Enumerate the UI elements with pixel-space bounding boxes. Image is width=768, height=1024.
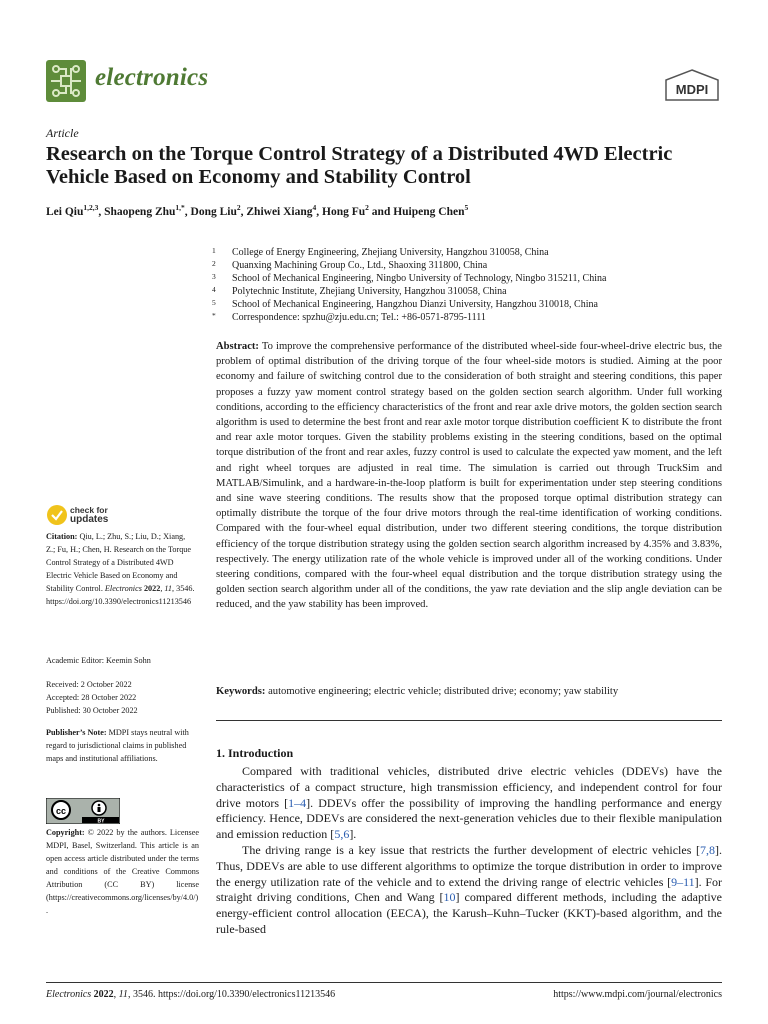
check-updates-line2: updates [70,514,109,525]
citation-link[interactable]: 5,6 [334,827,350,842]
citation-link[interactable]: 10 [443,890,456,905]
affiliation-item: 2 Quanxing Machining Group Co., Ltd., Shaoxing 311800, China [212,259,488,271]
author-name: Hong Fu [322,205,366,218]
keywords [216,686,722,697]
affiliation-item: 3 School of Mechanical Engineering, Ningbo University of Technology, Ningbo 315211, China [212,272,607,284]
author-name: Shaopeng Zhu [104,205,176,218]
author-name: Zhiwei Xiang [246,205,313,218]
footer-url-link[interactable]: https://www.mdpi.com/journal/electronics [553,989,722,1000]
abstract-text: To improve the comprehensive performance of the distributed wheel-side four-wheel-drive electric bus, the problem of optimal distribution of the driving torque of the four wheel-side motors is studied. Aiming at the poor economy and failure of switching control due to the consideration of both straight and steering conditions, this paper proposes a fuzzy yaw moment control strategy based on the golden section search algorithm. Under full working conditions, according to the efficiency characteristics of the front and rear axle drive motors, the golden section search algorithm is used to determine the best front and rear axle motor torque distribution coefficient K to distribute the front and rear axle motor torques. Given the stability problems existing in the steering conditions, based on the optimal torque distribution of the front and rear axles, fuzzy control is used to calculate the expected yaw moment, and the left and right wheel torques are adjusted in real time. The simulation is carried out through TruckSim and MATLAB/Simulink, and a hardware-in-the-loop platform is built for experimentation under step steering conditions and sine wave steering conditions. The results show that the proposed torque optimal distribution strategy can optimally distribute the torque of the four drive motors through the real-time identification of working conditions. Compared with the four-wheel equal distribution, under two different steering conditions, the torque distribution efficiency of the torque distribution strategy using the golden section search algorithm increased by 4.35% and 3.83%, respectively. The energy utilization rate of the whole vehicle is improved under all of the working conditions. Under steering conditions, compared with the four-wheel equal distribution and the torque distribution strategy using the golden section search algorithm under all of the conditions, the yaw rate deviation and the slip angle deviation can be reduced, and the yaw stability has been improved. [216,341,722,611]
received-date: Received: 2 October 2022 [46,680,132,689]
author-list: Lei Qiu$^{1,2,3}$, Shaopeng Zhu$^{1,*}$, Dong Liu$^2$, Zhiwei Xiang$^4$, Hong Fu$^2$ and Huipeng Chen$^5$ [46,203,469,218]
paragraph: Compared with traditional vehicles, distributed drive electric vehicles (DDEVs) have the characteristics of a compact structure, high transmission efficiency, and independent control for four drive motors [1–4]. DDEVs offer the possibility of improving the handling performance and energy efficiency. Hence, DDEVs are considered the next-generation vehicles due to their flexible manipulation and emission reduction [5,6]. [216,764,722,842]
affiliation-item: 5 School of Mechanical Engineering, Hangzhou Dianzi University, Hangzhou 310018, China [212,298,598,310]
paragraph: The driving range is a key issue that restricts the further development of electric vehicles [7,8]. Thus, DDEVs are able to use different algorithms to optimize the torque distribution in order to improve the energy utilization rate of the vehicle and to extend the driving range of electric vehicles [9–11]. For straight driving conditions, Chen and Wang [10] compared different methods, including the adaptive energy-efficient control allocation (EECA), the Karush–Kuhn–Tucker (KKT)-based algorithm, and the rule-based [216,842,722,936]
divider [216,720,722,721]
dates [46,678,138,717]
check-updates-icon [46,504,68,526]
abstract [216,339,722,613]
accepted-date: Accepted: 28 October 2022 [46,693,137,702]
footer-divider [46,982,722,983]
author-affiliation-marker: 2 [365,203,369,212]
svg-text:BY: BY [97,818,105,824]
journal-name: electronics [95,64,209,91]
affiliation-item: 4 Polytechnic Institute, Zhejiang University, Hangzhou 310058, China [212,285,507,297]
author-name: Huipeng Chen [393,205,465,218]
keywords-text: automotive engineering; electric vehicle; distributed drive; economy; yaw stability [268,686,619,697]
author-affiliation-marker: 1,2,3 [83,203,99,212]
citation: Citation: Qiu, L.; Zhu, S.; Liu, D.; Xiang, Z.; Fu, H.; Chen, H. Research on the Torque Control Strategy of a Distributed 4WD Electric Vehicle Based on Economy and Stability Control. Electronics 2022, 11, 3546. https://doi.org/10.3390/electronics11213546 [46,532,195,606]
publishers-note: Publisher’s Note: MDPI stays neutral with regard to jurisdictional claims in published maps and institutional affiliations. [46,728,189,763]
section-heading: 1. Introduction [216,746,294,760]
article-type: Article [46,126,79,140]
affiliations [212,246,722,324]
journal-logo-icon [46,60,86,102]
academic-editor: Academic Editor: Keemin Sohn [46,656,151,665]
published-date: Published: 30 October 2022 [46,706,138,715]
article-title: Research on the Torque Control Strategy of a Distributed 4WD Electric Vehicle Based on Economy and Stability Control [46,143,673,188]
author-name: Dong Liu [190,205,237,218]
abstract-label: Abstract: [216,341,259,352]
mdpi-logo-icon [664,68,720,102]
footer-citation: Electronics 2022, 11, 3546. https://doi.org/10.3390/electronics11213546 [46,989,336,1000]
check-for-updates-button[interactable] [46,504,126,530]
svg-text:MDPI: MDPI [675,82,709,97]
author-name: Lei Qiu [46,205,84,218]
cc-by-license-icon[interactable] [46,798,120,824]
affiliation-item: * Correspondence: spzhu@zju.edu.cn; Tel.: +86-0571-8795-1111 [212,311,486,323]
introduction-body [216,764,722,938]
author-affiliation-marker: 1,* [175,203,185,212]
author-affiliation-marker: 4 [312,203,317,212]
copyright: Copyright: © 2022 by the authors. Licensee MDPI, Basel, Switzerland. This article is an open access article distributed under the terms and conditions of the Creative Commons Attribution (CC BY) license (https://creativecommons.org/licenses/by/4.0/). [46,828,200,915]
author-affiliation-marker: 2 [236,203,241,212]
author-affiliation-marker: 5 [464,203,469,212]
citation-link[interactable]: 9–11 [671,874,695,889]
svg-text:cc: cc [55,806,67,816]
citation-link[interactable]: 7,8 [700,842,715,857]
citation-link[interactable]: 1–4 [288,795,307,810]
keywords-label: Keywords: [216,686,266,697]
check-updates-line1: check for [70,505,108,515]
affiliation-item: 1 College of Energy Engineering, Zhejiang University, Hangzhou 310058, China [212,246,549,258]
